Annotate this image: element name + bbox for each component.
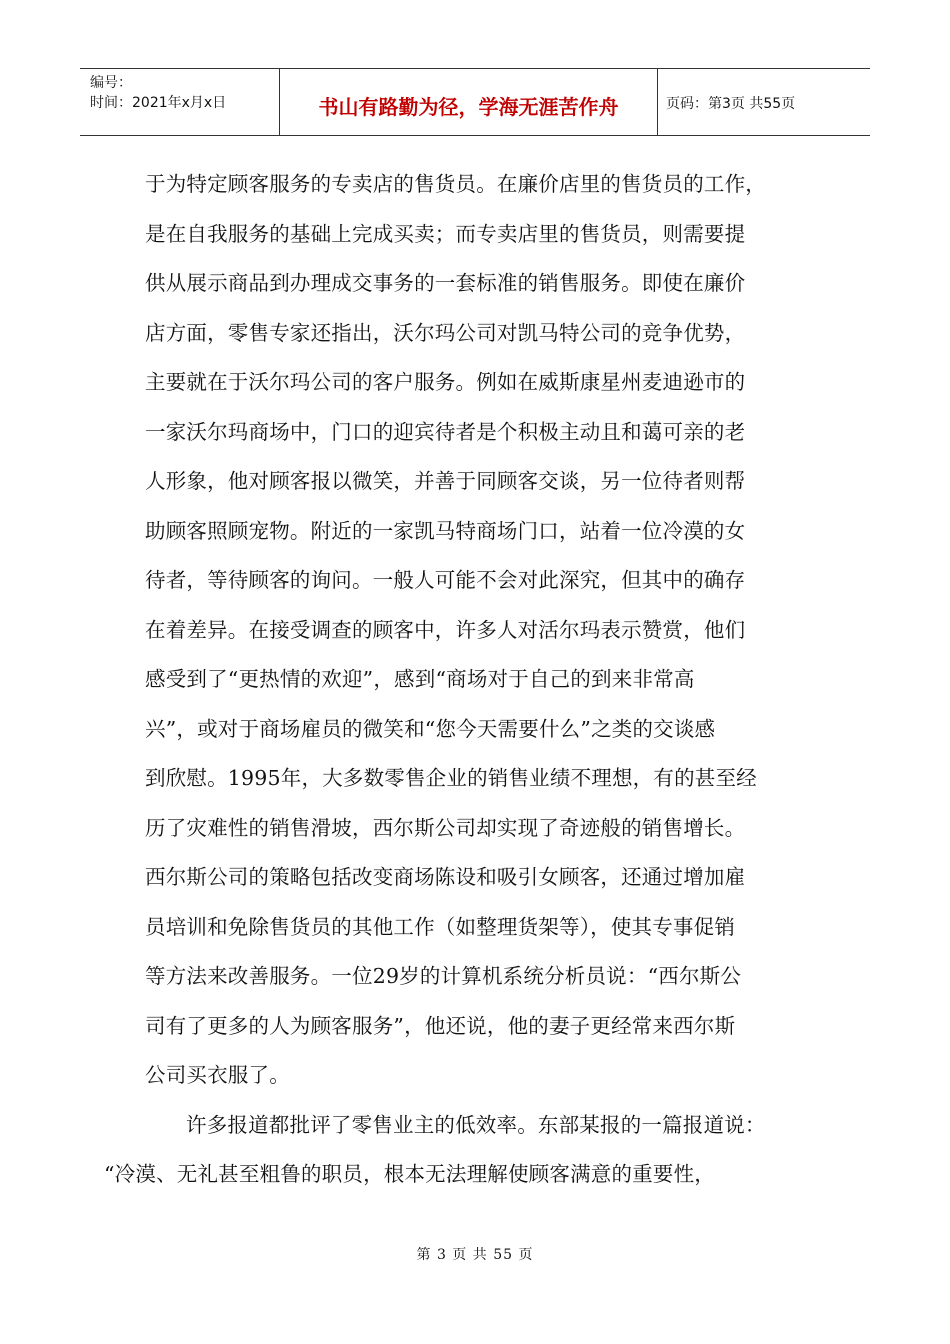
text-line: 兴”，或对于商场雇员的微笑和“您今天需要什么”之类的交谈感 (145, 716, 716, 741)
motto-text: 书山有路勤为径，学海无涯苦作舟 (318, 94, 619, 119)
header-meta-cell (80, 69, 280, 135)
text-line: 是在自我服务的基础上完成买卖；而专卖店里的售货员，则需要提 (145, 221, 746, 246)
header-motto-cell (280, 69, 658, 135)
body-text (104, 160, 815, 1200)
text-line: “冷漠、无礼甚至粗鲁的职员，根本无法理解使顾客满意的重要性， (104, 1162, 715, 1186)
paragraph-1 (145, 160, 815, 1101)
text-line: 历了灾难性的销售滑坡，西尔斯公司却实现了奇迹般的销售增长。 (145, 815, 746, 840)
text-line: 公司买衣服了。 (145, 1063, 290, 1087)
header-page-cell (658, 69, 870, 135)
serial-number-label: 编号： (90, 75, 132, 91)
text-line: 一家沃尔玛商场中，门口的迎宾待者是个积极主动且和蔼可亲的老 (145, 419, 746, 444)
paragraph-2 (104, 1101, 815, 1200)
text-line: 到欣慰。1995年，大多数零售企业的销售业绩不理想，有的甚至经 (145, 766, 757, 790)
date-label: 时间：2021年x月x日 (90, 95, 227, 111)
text-line: 助顾客照顾宠物。附近的一家凯马特商场门口，站着一位冷漠的女 (145, 518, 746, 543)
text-line: 待者，等待顾客的询问。一般人可能不会对此深究，但其中的确存 (145, 568, 746, 592)
text-line: 许多报道都批评了零售业主的低效率。东部某报的一篇报道说： (186, 1112, 766, 1137)
text-line: 在着差异。在接受调查的顾客中，许多人对活尔玛表示赞赏，他们 (145, 617, 746, 642)
text-line: 于为特定顾客服务的专卖店的售货员。在廉价店里的售货员的工作， (145, 172, 766, 196)
text-line: 司有了更多的人为顾客服务”，他还说，他的妻子更经常来西尔斯 (145, 1013, 736, 1038)
text-line: 等方法来改善服务。一位29岁的计算机系统分析员说：“西尔斯公 (145, 964, 742, 988)
text-line: 人形象，他对顾客报以微笑，并善于同顾客交谈，另一位待者则帮 (145, 469, 746, 493)
text-line: 主要就在于沃尔玛公司的客户服务。例如在威斯康星州麦迪逊市的 (145, 370, 746, 394)
text-line: 员培训和免除售货员的其他工作（如整理货架等），使其专事促销 (145, 914, 736, 939)
text-line: 供从展示商品到办理成交事务的一套标准的销售服务。即使在廉价 (145, 271, 746, 295)
page-info: 页码：第3页 共55页 (666, 96, 796, 112)
footer-page-number: 第 3 页 共 55 页 (416, 1247, 534, 1263)
text-line: 西尔斯公司的策略包括改变商场陈设和吸引女顾客，还通过增加雇 (145, 865, 746, 889)
text-line: 店方面，零售专家还指出，沃尔玛公司对凯马特公司的竞争优势， (145, 320, 746, 345)
page-footer (0, 1244, 950, 1264)
text-line: 感受到了“更热情的欢迎”，感到“商场对于自己的到来非常高 (145, 667, 695, 691)
document-header (80, 68, 870, 136)
